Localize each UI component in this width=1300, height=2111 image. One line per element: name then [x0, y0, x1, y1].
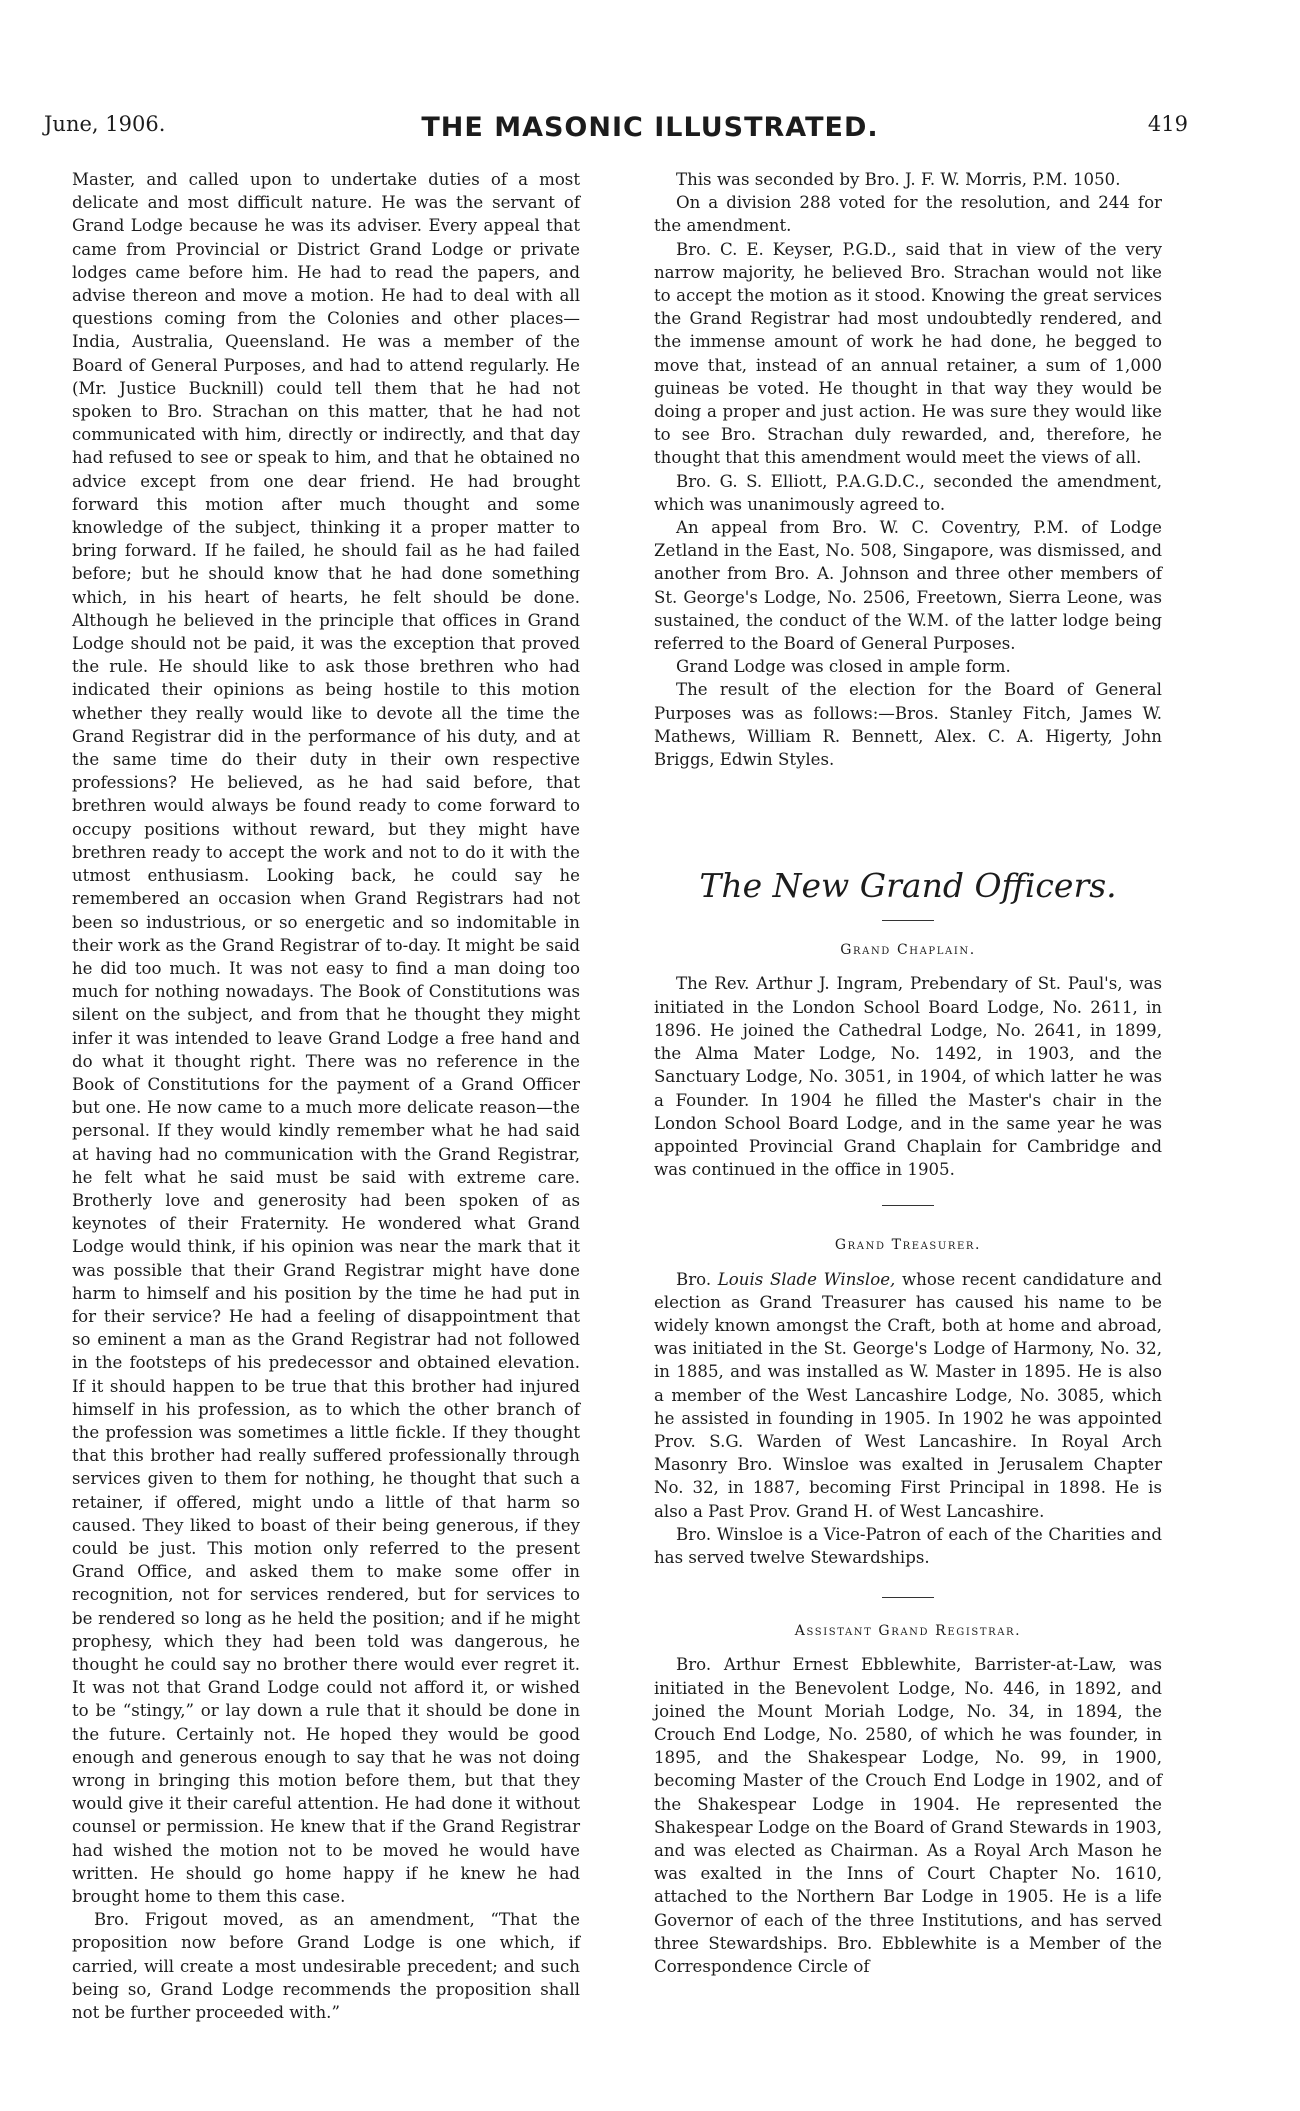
subheading-grand-treasurer: Grand Treasurer. [834, 1237, 982, 1254]
text-run: Bro. [676, 1269, 712, 1289]
body-paragraph: Grand Lodge was closed in ample form. [676, 657, 1011, 677]
subheading-assistant-grand-registrar: Assistant Grand Registrar. [794, 1623, 1022, 1640]
right-column [654, 168, 1162, 1978]
left-column [72, 168, 580, 2024]
body-paragraph: The result of the election for the Board of General Purposes was as follows:—Bros. Stanley Fitch, James W. Mathews, William R. Bennett, Alex. C. A. Higerty, John Briggs, Edwin Styles. [654, 680, 1162, 770]
body-paragraph: Bro. C. E. Keyser, P.G.D., said that in view of the very narrow majority, he believed Bro. Strachan would not like to accept the motion as it stood. Knowing the great services the Grand Registrar had most undoubtedly rendered, and the immense amount of work he had done, he begged to move that, instead of an annual retainer, a sum of 1,000 guineas be voted. He thought in that way they would be doing a proper and just action. He was sure they would like to see Bro. Strachan duly rewarded, and, therefore, he thought that this amendment would meet the views of all. [654, 239, 1162, 468]
body-paragraph: The Rev. Arthur J. Ingram, Prebendary of St. Paul's, was initiated in the London School Board Lodge, No. 2611, in 1896. He joined the Cathedral Lodge, No. 2641, in 1899, the Alma Mater Lodge, No. 1492, in 1903, and the Sanctuary Lodge, No. 3051, in 1904, of which latter he was a Founder. In 1904 he filled the Master's chair in the London School Board Lodge, and in the same year he was appointed Provincial Grand Chaplain for Cambridge and was continued in the office in 1905. [654, 974, 1162, 1180]
section-title: The New Grand Officers. [699, 866, 1117, 906]
person-name: Louis Slade Winsloe, [717, 1269, 896, 1289]
page-number: 419 [1147, 112, 1188, 136]
divider-rule [882, 1597, 934, 1598]
body-paragraph: Bro. Winsloe is a Vice-Patron of each of the Charities and has served twelve Stewardships. [654, 1524, 1162, 1567]
body-paragraph: Bro. Arthur Ernest Ebblewhite, Barrister-at-Law, was initiated in the Benevolent Lodge, No. 446, in 1892, and joined the Mount Moriah Lodge, No. 34, in 1894, the Crouch End Lodge, No. 2580, of which he was founder, in 1895, and the Shakespear Lodge, No. 99, in 1900, becoming Master of the Crouch End Lodge in 1902, and of the Shakespear Lodge in 1904. He represented the Shakespear Lodge on the Board of Grand Stewards in 1903, and was elected as Chairman. As a Royal Arch Mason he was exalted in the Inns of Court Chapter No. 1610, attached to the Northern Bar Lodge in 1905. He is a life Governor of each of the three Institutions, and has served three Stewardships. Bro. Ebblewhite is a Member of the Correspondence Circle of [654, 1655, 1162, 1976]
body-paragraph: Bro. G. S. Elliott, P.A.G.D.C., seconded the amendment, which was unanimously agreed to. [654, 471, 1162, 514]
subheading-grand-chaplain: Grand Chaplain. [840, 942, 976, 959]
body-paragraph: On a division 288 voted for the resolution, and 244 for the amendment. [654, 193, 1162, 236]
divider-rule [882, 920, 934, 921]
body-paragraph [654, 1268, 1162, 1523]
body-paragraph: An appeal from Bro. W. C. Coventry, P.M. of Lodge Zetland in the East, No. 508, Singapore, was dismissed, and another from Bro. A. Johnson and three other members of St. George's Lodge, No. 2506, Freetown, Sierra Leone, was sustained, the conduct of the W.M. of the latter lodge being referred to the Board of General Purposes. [654, 518, 1162, 654]
text-run: whose recent candidature and election as Grand Treasurer has caused his name to be widely known amongst the Craft, both at home and abroad, was initiated in the St. George's Lodge of Harmony, No. 32, in 1885, and was installed as W. Master in 1895. He is also a member of the West Lancashire Lodge, No. 3085, which he assisted in founding in 1905. In 1902 he was appointed Prov. S.G. Warden of West Lancashire. In Royal Arch Masonry Bro. Winsloe was exalted in Jerusalem Chapter No. 32, in 1887, becoming First Principal in 1898. He is also a Past Prov. Grand H. of West Lancashire. [654, 1269, 1163, 1521]
publication-title: THE MASONIC ILLUSTRATED. [421, 112, 879, 143]
issue-date: June, 1906. [44, 112, 166, 136]
divider-rule [882, 1205, 934, 1206]
body-paragraph: Master, and called upon to undertake duties of a most delicate and most difficult nature. He was the servant of Grand Lodge because he was its adviser. Every appeal that came from Provincial or District Grand Lodge or private lodges came before him. He had to read the papers, and advise thereon and move a motion. He had to deal with all questions coming from the Colonies and other places—India, Australia, Queensland. He was a member of the Board of General Purposes, and had to attend regularly. He (Mr. Justice Bucknill) could tell them that he had not spoken to Bro. Strachan on this matter, that he had not communicated with him, directly or indirectly, and that day had refused to see or speak to him, and that he obtained no advice except from one dear friend. He had brought forward this motion after much thought and some knowledge of the subject, thinking it a proper matter to bring forward. If he failed, he should fail as he had failed before; but he should know that he had done something which, in his heart of hearts, he felt should be done. Although he believed in the principle that offices in Grand Lodge should not be paid, it was the exception that proved the rule. He should like to ask those brethren who had indicated their opinions as being hostile to this motion whether they really would like to devote all the time the Grand Registrar did in the performance of his duty, and at the same time do their duty in their own respective professions? He believed, as he had said before, that brethren would always be found ready to come forward to occupy positions without reward, but they might have brethren ready to accept the work and not to do it with the utmost enthusiasm. Looking back, he could say he remembered an occasion when Grand Registrars had not been so industrious, or so energetic and so indomitable in their work as the Grand Registrar of to-day. It might be said he did too much. It was not easy to find a man doing too much for nothing nowadays. The Book of Constitutions was silent on the subject, and from that he thought they might infer it was intended to leave Grand Lodge a free hand and do what it thought right. There was no reference in the Book of Constitutions for the payment of a Grand Officer but one. He now came to a much more delicate reason—the personal. If they would kindly remember what he had said at having had no communication with the Grand Registrar, he felt what he said must be said with extreme care. Brotherly love and generosity had been spoken of as keynotes of their Fraternity. He wondered what Grand Lodge would think, if his opinion was near the mark that it was possible that their Grand Registrar might have done harm to himself and his position by the time he had put in for their service? He had a feeling of disappointment that so eminent a man as the Grand Registrar had not followed in the footsteps of his predecessor and obtained elevation. If it should happen to be true that this brother had injured himself in his profession, as to which the other branch of the profession was sometimes a little fickle. If they thought that this brother had really suffered professionally through services given to them for nothing, he thought that such a retainer, if offered, might undo a little of that harm so caused. They liked to boast of their being generous, if they could be just. This motion only referred to the present Grand Office, and asked them to make some offer in recognition, not for services rendered, but for services to be rendered so long as he held the position; and if he might prophesy, which they had been told was dangerous, he thought he could say no brother there would ever regret it. It was not that Grand Lodge could not afford it, or wished to be “stingy,” or lay down a rule that it should be done in the future. Certainly not. He hoped they would be good enough and generous enough to say that he was not doing wrong in bringing this motion before them, but that they would give it their careful attention. He had done it without counsel or permission. He knew that if the Grand Registrar had wished the motion not to be moved he would have written. He should go home happy if he knew he had brought home to them this case. [72, 170, 580, 1907]
body-paragraph: Bro. Frigout moved, as an amendment, “That the proposition now before Grand Lodge is one which, if carried, will create a most undesirable precedent; and such being so, Grand Lodge recommends the proposition shall not be further proceeded with.” [72, 1910, 580, 2023]
body-paragraph: This was seconded by Bro. J. F. W. Morris, P.M. 1050. [676, 170, 1121, 189]
page-header [0, 0, 1300, 160]
